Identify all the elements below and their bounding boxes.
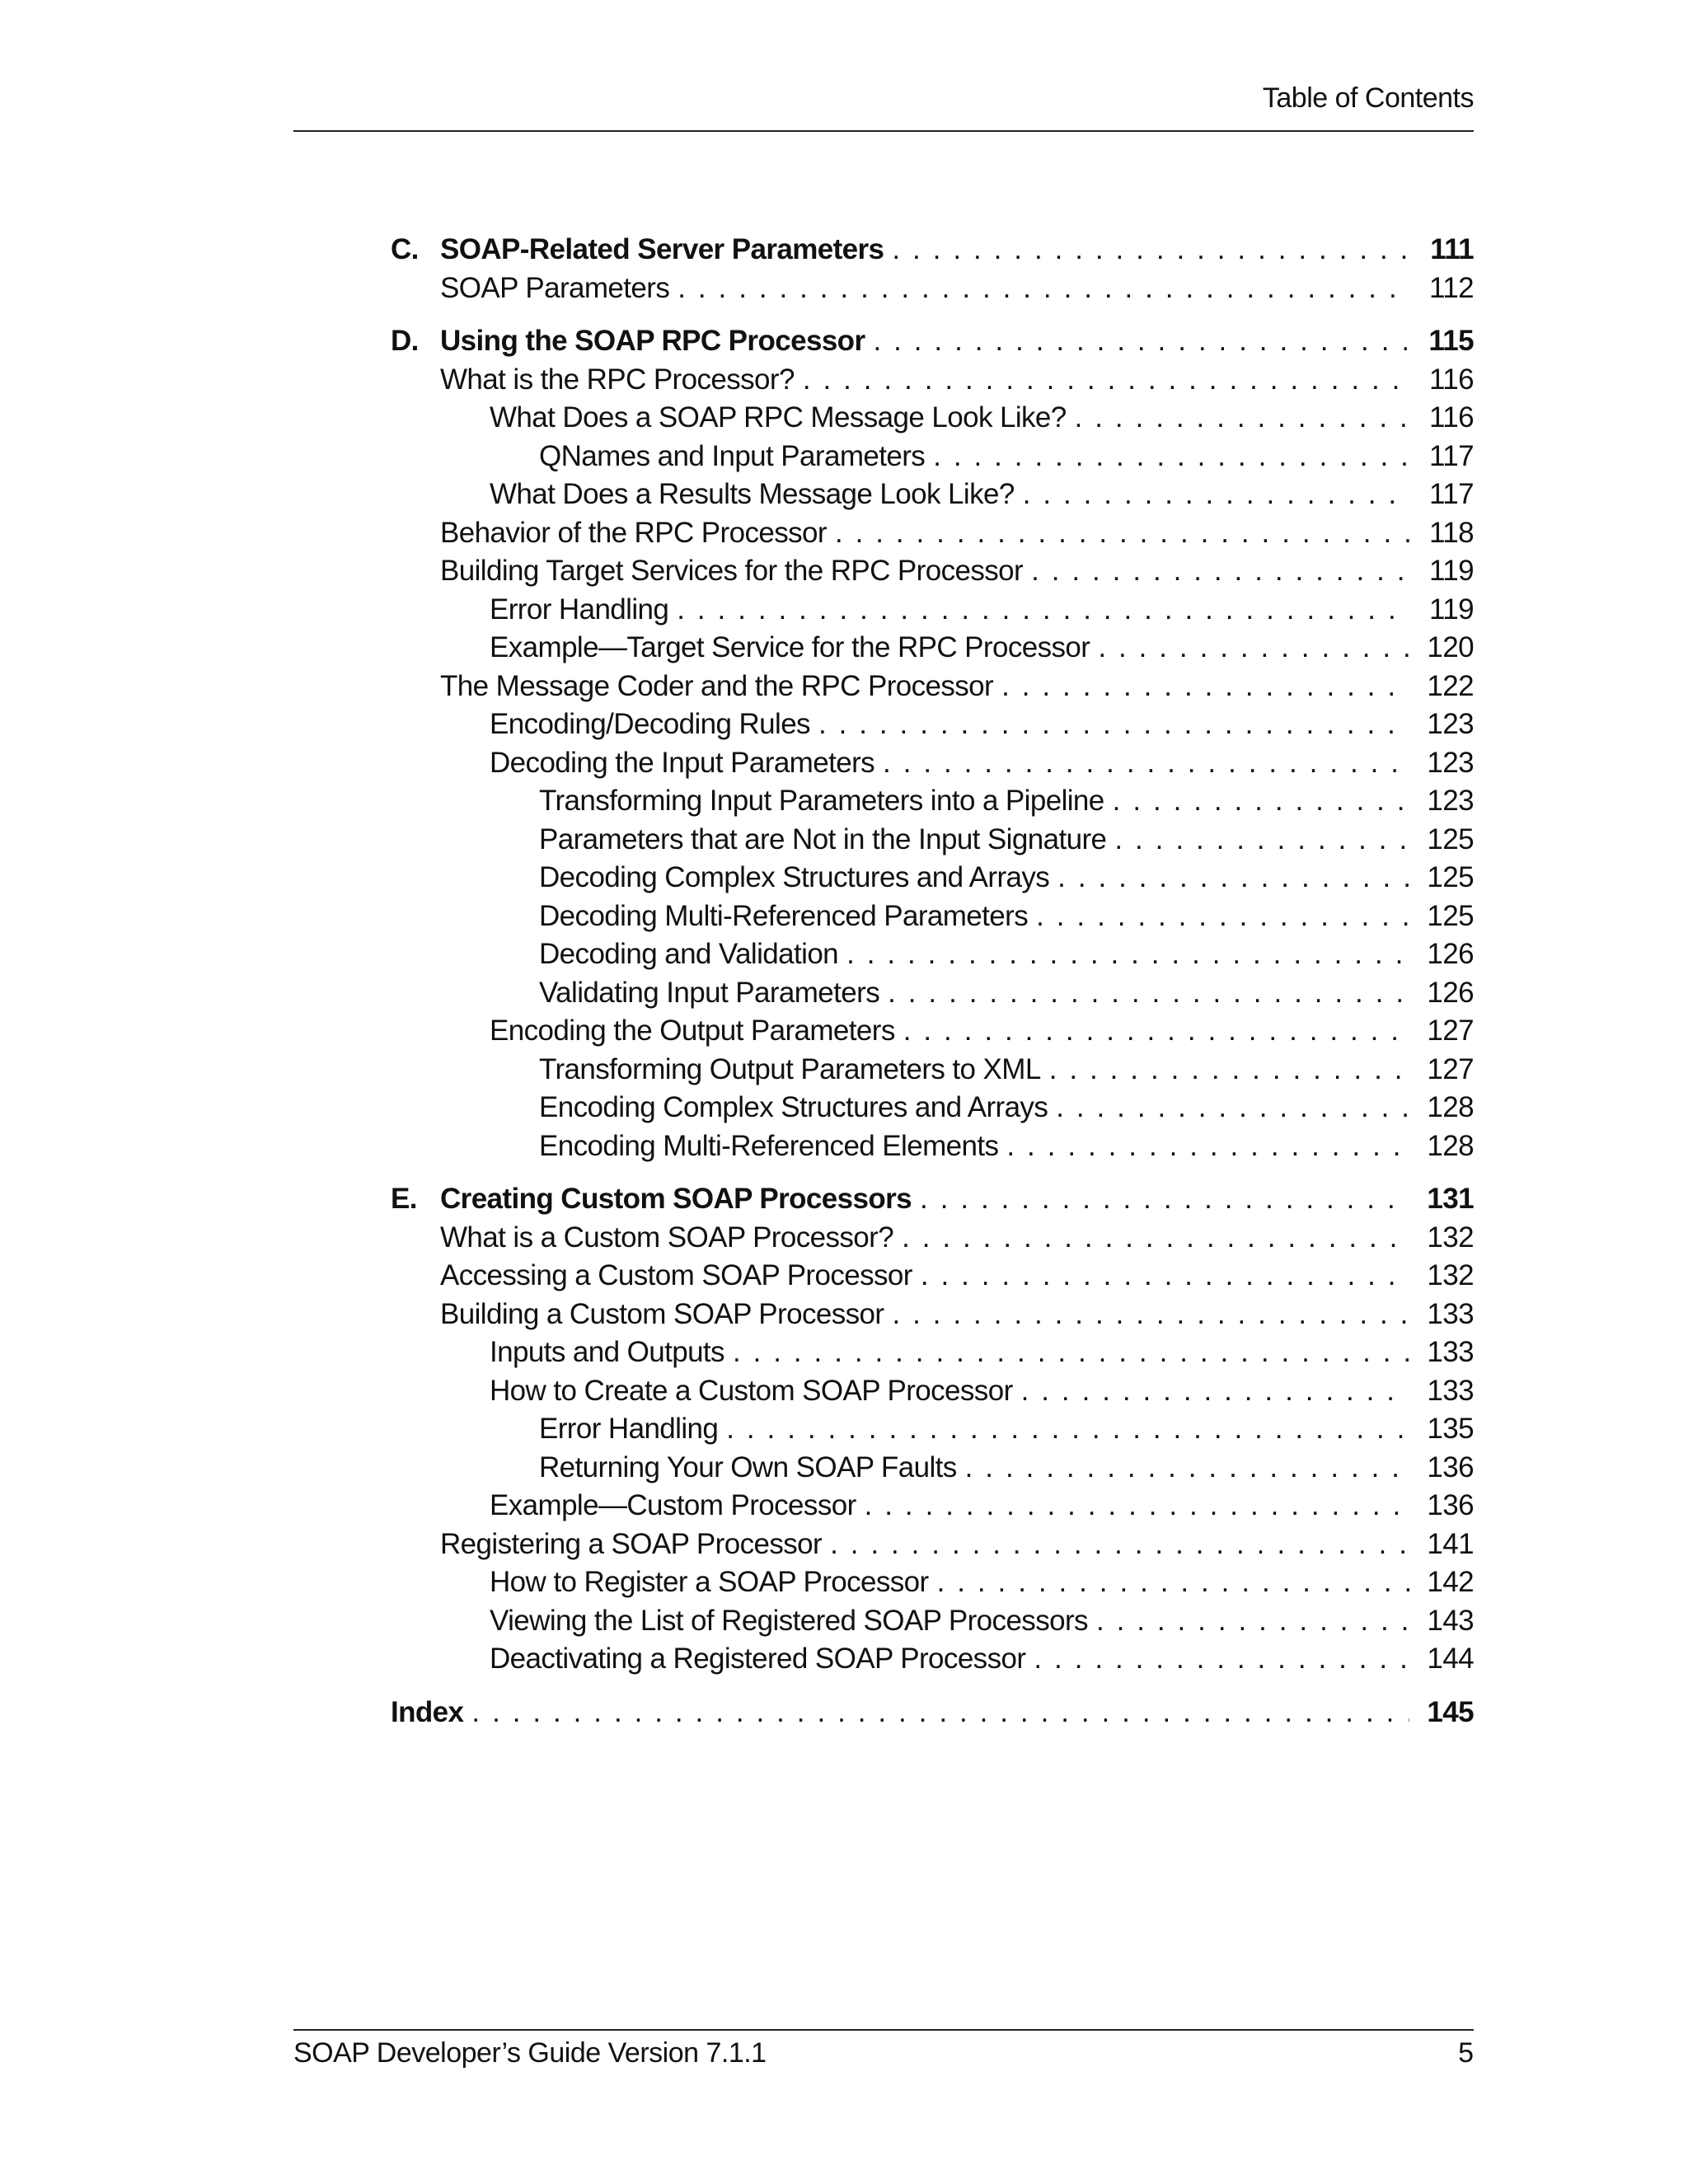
toc-dot-leader <box>1031 552 1409 591</box>
toc-dot-leader <box>733 1333 1409 1372</box>
toc-entry[interactable] <box>391 668 1474 706</box>
toc-entry[interactable] <box>391 859 1474 898</box>
toc-entry[interactable] <box>391 1487 1474 1526</box>
toc-entry[interactable] <box>391 1219 1474 1258</box>
toc-entry-page: 136 <box>1427 1489 1474 1521</box>
toc-entry[interactable] <box>391 629 1474 668</box>
footer-rule <box>293 2029 1474 2031</box>
toc-entry-title: What Does a SOAP RPC Message Look Like? <box>490 401 1067 434</box>
toc-dot-leader <box>1049 1051 1409 1090</box>
header-title: Table of Contents <box>1262 82 1474 114</box>
toc-entry-page: 141 <box>1427 1527 1474 1560</box>
toc-dot-leader <box>726 1410 1409 1449</box>
toc-dot-leader <box>1075 399 1409 438</box>
toc-entry-title: Building Target Services for the RPC Processor <box>440 555 1024 587</box>
toc-dot-leader <box>883 744 1409 783</box>
toc-entry-title: Decoding and Validation <box>539 938 839 970</box>
toc-entry[interactable] <box>391 1372 1474 1411</box>
toc-entry-page: 122 <box>1427 669 1474 702</box>
toc-entry[interactable] <box>391 1089 1474 1127</box>
toc-dot-leader <box>902 1219 1409 1258</box>
toc-entry[interactable] <box>391 269 1474 308</box>
toc-entry-title: Encoding Multi-Referenced Elements <box>539 1129 999 1162</box>
toc-entry-page: 133 <box>1427 1297 1474 1330</box>
toc-entry[interactable] <box>391 1296 1474 1334</box>
toc-dot-leader <box>965 1449 1409 1488</box>
toc-entry-page: 123 <box>1427 708 1474 740</box>
toc-entry-page: 112 <box>1429 271 1474 304</box>
toc-chapter-letter: C. <box>391 233 419 265</box>
toc-entry[interactable] <box>391 552 1474 591</box>
toc-entry[interactable] <box>391 1449 1474 1488</box>
toc-entry[interactable] <box>391 974 1474 1013</box>
toc-entry-page: 143 <box>1427 1604 1474 1637</box>
toc-entry[interactable] <box>391 1602 1474 1641</box>
header-rule <box>293 130 1474 132</box>
toc-dot-leader <box>1034 1640 1409 1679</box>
toc-section <box>391 231 1474 307</box>
toc-entry-title: Registering a SOAP Processor <box>440 1527 823 1560</box>
toc-dot-leader <box>1096 1602 1409 1641</box>
toc-entry-title: Inputs and Outputs <box>490 1336 724 1368</box>
toc-chapter-entry[interactable] <box>391 1180 1474 1219</box>
toc-entry-title: Example—Target Service for the RPC Processor <box>490 631 1090 663</box>
toc-entry-page: 125 <box>1427 899 1474 932</box>
toc-entry-page: 133 <box>1427 1336 1474 1368</box>
toc-entry-page: 126 <box>1427 976 1474 1009</box>
toc-entry[interactable] <box>391 1563 1474 1602</box>
toc-entry-page: 128 <box>1427 1091 1474 1123</box>
toc-entry[interactable] <box>391 1333 1474 1372</box>
toc-dot-leader <box>1113 782 1409 821</box>
toc-entry-title: Encoding Complex Structures and Arrays <box>539 1091 1048 1123</box>
toc-entry-title: Building a Custom SOAP Processor <box>440 1297 884 1330</box>
toc-dot-leader <box>677 591 1409 630</box>
toc-entry-page: 136 <box>1427 1451 1474 1483</box>
toc-entry-title: Deactivating a Registered SOAP Processor <box>490 1643 1026 1675</box>
toc-entry-title: What is the RPC Processor? <box>440 363 795 396</box>
toc-entry-title: Returning Your Own SOAP Faults <box>539 1451 957 1483</box>
toc-dot-leader <box>903 1012 1409 1051</box>
toc-dot-leader <box>937 1563 1409 1602</box>
toc-entry-title: Creating Custom SOAP Processors <box>440 1183 912 1215</box>
toc-entry-title: How to Create a Custom SOAP Processor <box>490 1374 1013 1407</box>
toc-entry[interactable] <box>391 399 1474 438</box>
toc-entry-page: 144 <box>1427 1643 1474 1675</box>
toc-dot-leader <box>1057 859 1409 898</box>
toc-entry[interactable] <box>391 438 1474 476</box>
toc-entry-page: 127 <box>1427 1015 1474 1047</box>
toc-dot-leader <box>1001 668 1409 706</box>
toc-entry-page: 111 <box>1430 233 1474 265</box>
toc-entry-title: Accessing a Custom SOAP Processor <box>440 1259 912 1291</box>
toc-dot-leader <box>892 231 1409 269</box>
toc-entry-page: 117 <box>1429 439 1474 472</box>
footer-page-number: 5 <box>1458 2037 1474 2069</box>
toc-entry-title: Encoding the Output Parameters <box>490 1015 895 1047</box>
toc-entry[interactable] <box>391 782 1474 821</box>
toc-entry-title: Error Handling <box>490 593 669 626</box>
toc-entry[interactable] <box>391 935 1474 974</box>
toc-entry[interactable] <box>391 705 1474 744</box>
toc-entry[interactable] <box>391 1410 1474 1449</box>
toc-entry[interactable] <box>391 1526 1474 1564</box>
toc-entry[interactable] <box>391 821 1474 860</box>
toc-entry-title: Transforming Output Parameters to XML <box>539 1052 1041 1085</box>
toc-entry-title: Transforming Input Parameters into a Pipeline <box>539 785 1104 817</box>
toc-dot-leader <box>1023 476 1409 514</box>
toc-entry[interactable] <box>391 898 1474 936</box>
toc-entry-page: 118 <box>1429 516 1474 549</box>
toc-chapter-entry[interactable] <box>391 231 1474 269</box>
toc-entry[interactable] <box>391 744 1474 783</box>
toc-entry-title: The Message Coder and the RPC Processor <box>440 669 994 702</box>
toc-entry-title: Using the SOAP RPC Processor <box>440 325 865 357</box>
toc-entry-page: 116 <box>1429 401 1474 434</box>
toc-section <box>391 322 1474 1165</box>
footer-guide-title: SOAP Developer’s Guide Version 7.1.1 <box>293 2037 767 2069</box>
toc-entry-title: QNames and Input Parameters <box>539 439 926 472</box>
toc-dot-leader <box>892 1296 1409 1334</box>
toc-dot-leader <box>471 1694 1409 1732</box>
toc-chapter-entry[interactable] <box>391 322 1474 361</box>
toc-entry-title: Error Handling <box>539 1413 719 1445</box>
toc-entry-page: 128 <box>1427 1129 1474 1162</box>
toc-entry-page: 120 <box>1427 631 1474 663</box>
toc-dot-leader <box>920 1180 1409 1219</box>
toc-entry-title: Decoding Multi-Referenced Parameters <box>539 899 1029 932</box>
toc-dot-leader <box>1036 898 1409 936</box>
toc-entry[interactable] <box>391 514 1474 553</box>
toc-entry[interactable] <box>391 591 1474 630</box>
toc-entry-page: 125 <box>1427 861 1474 893</box>
toc-dot-leader <box>678 269 1409 308</box>
toc-entry-page: 117 <box>1429 478 1474 510</box>
toc-entry-page: 133 <box>1427 1374 1474 1407</box>
toc-entry[interactable] <box>391 361 1474 400</box>
toc-entry[interactable] <box>391 1012 1474 1051</box>
toc-entry-title: SOAP-Related Server Parameters <box>440 233 884 265</box>
toc-entry-title: What Does a Results Message Look Like? <box>490 478 1015 510</box>
toc-entry[interactable] <box>391 476 1474 514</box>
toc-dot-leader <box>933 438 1409 476</box>
toc-chapter-entry[interactable] <box>391 1694 1474 1732</box>
toc-entry-page: 119 <box>1429 555 1474 587</box>
toc-entry-title: Viewing the List of Registered SOAP Processors <box>490 1604 1088 1637</box>
toc-dot-leader <box>1098 629 1409 668</box>
toc-chapter-letter: D. <box>391 325 419 357</box>
toc-entry-page: 131 <box>1427 1183 1474 1215</box>
toc-dot-leader <box>1021 1372 1409 1411</box>
toc-chapter-letter: E. <box>391 1183 417 1215</box>
toc-entry[interactable] <box>391 1051 1474 1090</box>
toc-entry[interactable] <box>391 1257 1474 1296</box>
toc-entry[interactable] <box>391 1640 1474 1679</box>
toc-entry-page: 115 <box>1428 325 1474 357</box>
toc-entry-title: Encoding/Decoding Rules <box>490 708 810 740</box>
toc-dot-leader <box>865 1487 1409 1526</box>
toc-dot-leader <box>921 1257 1409 1296</box>
toc-entry-title: SOAP Parameters <box>440 271 670 304</box>
toc-entry[interactable] <box>391 1127 1474 1166</box>
toc-dot-leader <box>873 322 1409 361</box>
toc-entry-page: 123 <box>1427 785 1474 817</box>
toc-entry-page: 132 <box>1427 1259 1474 1291</box>
toc-dot-leader <box>830 1526 1409 1564</box>
toc-entry-title: Validating Input Parameters <box>539 976 880 1009</box>
toc-dot-leader <box>1114 821 1409 860</box>
toc-dot-leader <box>818 705 1409 744</box>
toc-entry-page: 126 <box>1427 938 1474 970</box>
toc-dot-leader <box>846 935 1409 974</box>
toc-entry-title: How to Register a SOAP Processor <box>490 1566 929 1598</box>
toc-entry-page: 145 <box>1427 1695 1474 1728</box>
toc-dot-leader <box>835 514 1409 553</box>
toc-entry-page: 135 <box>1427 1413 1474 1445</box>
toc-entry-title: Parameters that are Not in the Input Signature <box>539 823 1107 855</box>
toc-entry-title: Decoding the Input Parameters <box>490 746 875 779</box>
toc-entry-page: 125 <box>1427 823 1474 855</box>
toc-entry-title: What is a Custom SOAP Processor? <box>440 1221 894 1254</box>
toc-entry-title: Example—Custom Processor <box>490 1489 856 1521</box>
toc-entry-page: 116 <box>1429 363 1474 396</box>
toc-dot-leader <box>1006 1127 1409 1166</box>
toc-section <box>391 1694 1474 1732</box>
toc-entry-page: 132 <box>1427 1221 1474 1254</box>
toc-entry-page: 123 <box>1427 746 1474 779</box>
toc-entry-page: 127 <box>1427 1052 1474 1085</box>
toc-entry-title: Behavior of the RPC Processor <box>440 516 827 549</box>
toc-entry-page: 142 <box>1427 1566 1474 1598</box>
toc-entry-title: Index <box>391 1695 464 1728</box>
toc-section <box>391 1180 1474 1679</box>
toc-dot-leader <box>888 974 1409 1013</box>
toc-entry-page: 119 <box>1429 593 1474 626</box>
toc-entry-title: Decoding Complex Structures and Arrays <box>539 861 1050 893</box>
table-of-contents <box>391 231 1474 1746</box>
toc-dot-leader <box>803 361 1409 400</box>
toc-dot-leader <box>1056 1089 1409 1127</box>
